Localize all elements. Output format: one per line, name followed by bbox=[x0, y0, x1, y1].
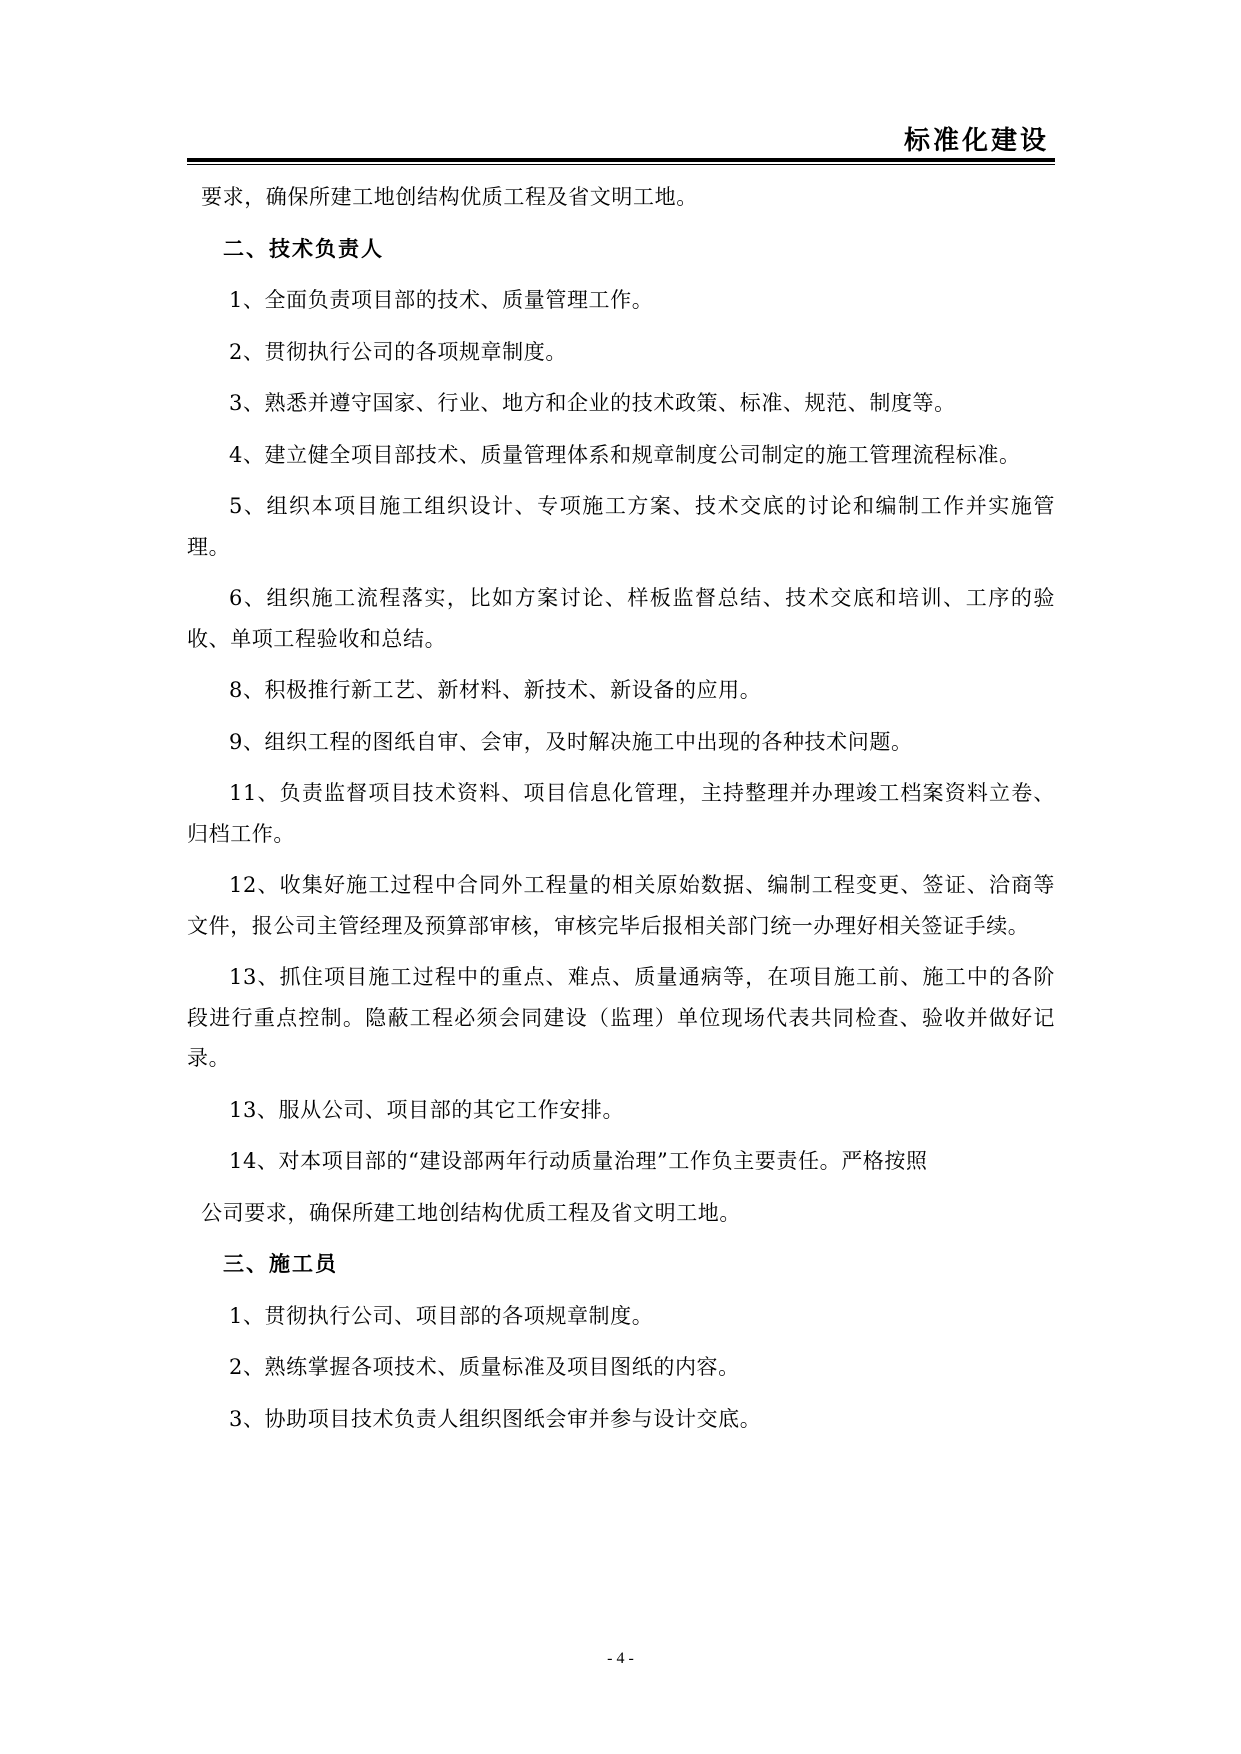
paragraph: 13、服从公司、项目部的其它工作安排。 bbox=[229, 1097, 625, 1122]
page-number: - 4 - bbox=[607, 1650, 634, 1667]
header-rule-thin bbox=[187, 164, 1055, 165]
section-heading-technical-lead: 二、技术负责人 bbox=[223, 236, 384, 261]
paragraph: 3、协助项目技术负责人组织图纸会审并参与设计交底。 bbox=[229, 1406, 762, 1431]
paragraph: 8、积极推行新工艺、新材料、新技术、新设备的应用。 bbox=[229, 678, 762, 702]
paragraph: 1、贯彻执行公司、项目部的各项规章制度。 bbox=[229, 1303, 654, 1328]
paragraph: 3、熟悉并遵守国家、行业、地方和企业的技术政策、标准、规范、制度等。 bbox=[229, 391, 956, 415]
paragraph: 11、负责监督项目技术资料、项目信息化管理，主持整理并办理竣工档案资料立卷、归档工作。 bbox=[187, 781, 1055, 846]
paragraph: 13、抓住项目施工过程中的重点、难点、质量通病等，在项目施工前、施工中的各阶段进行重点控制。隐蔽工程必须会同建设（监理）单位现场代表共同检查、验收并做好记录。 bbox=[187, 965, 1055, 1070]
paragraph: 2、熟练掌握各项技术、质量标准及项目图纸的内容。 bbox=[229, 1355, 740, 1379]
header-rule-thick bbox=[187, 158, 1055, 162]
paragraph: 14、对本项目部的“建设部两年行动质量治理”工作负主要责任。严格按照 bbox=[229, 1149, 928, 1173]
paragraph-continuation: 要求，确保所建工地创结构优质工程及省文明工地。 bbox=[201, 185, 698, 209]
paragraph-continuation: 公司要求，确保所建工地创结构优质工程及省文明工地。 bbox=[201, 1200, 741, 1225]
paragraph: 1、全面负责项目部的技术、质量管理工作。 bbox=[229, 288, 654, 312]
paragraph: 6、组织施工流程落实，比如方案讨论、样板监督总结、技术交底和培训、工序的验收、单项工程验收和总结。 bbox=[187, 586, 1055, 651]
section-heading-construction-worker: 三、施工员 bbox=[223, 1252, 338, 1276]
document-body bbox=[187, 177, 1055, 1450]
paragraph: 4、建立健全项目部技术、质量管理体系和规章制度公司制定的施工管理流程标准。 bbox=[229, 442, 1021, 467]
paragraph: 2、贯彻执行公司的各项规章制度。 bbox=[229, 339, 567, 364]
paragraph: 12、收集好施工过程中合同外工程量的相关原始数据、编制工程变更、签证、洽商等文件，报公司主管经理及预算部审核，审核完毕后报相关部门统一办理好相关签证手续。 bbox=[187, 873, 1055, 938]
header-title: 标准化建设 bbox=[903, 126, 1049, 156]
paragraph: 5、组织本项目施工组织设计、专项施工方案、技术交底的讨论和编制工作并实施管理。 bbox=[187, 494, 1055, 559]
paragraph: 9、组织工程的图纸自审、会审，及时解决施工中出现的各种技术问题。 bbox=[229, 729, 913, 754]
